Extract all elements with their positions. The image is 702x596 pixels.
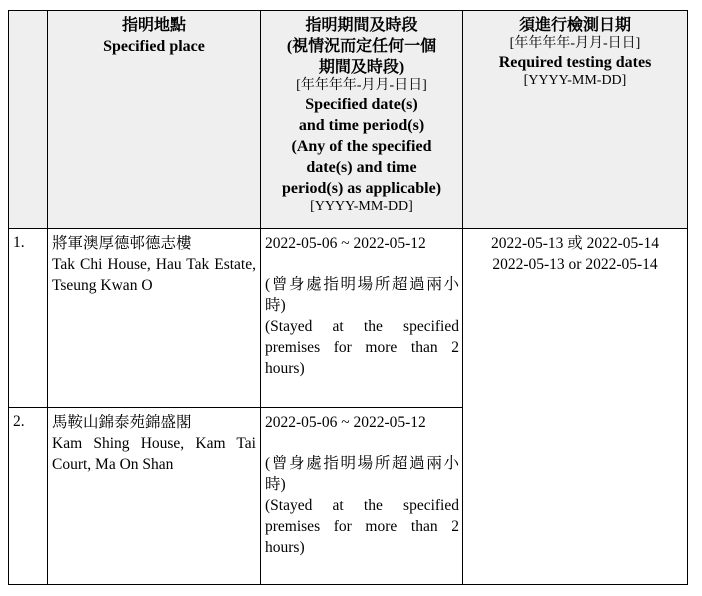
header-place-cell — [48, 11, 261, 229]
header-period-en-2: and time period(s) — [298, 117, 425, 134]
row-number: 1. — [13, 234, 25, 251]
header-period-cell — [261, 11, 463, 229]
header-row — [9, 11, 688, 229]
place-name-zh: 將軍澳厚德邨德志樓 — [52, 235, 192, 252]
testing-dates-cell — [463, 229, 688, 585]
testing-dates-zh: 2022-05-13 或 2022-05-14 — [491, 235, 659, 252]
header-period-en-4: date(s) and time — [306, 159, 417, 176]
header-period-en-3: (Any of the specified — [291, 138, 432, 155]
header-period-format-en: [YYYY-MM-DD] — [310, 199, 413, 214]
header-number-cell — [9, 11, 48, 229]
header-dates-format-en: [YYYY-MM-DD] — [523, 73, 627, 88]
place-name-zh: 馬鞍山錦泰苑錦盛閣 — [52, 414, 192, 431]
header-dates-cell — [463, 11, 688, 229]
period-note-zh: (曾身處指明場所超過兩小時) — [265, 276, 459, 314]
header-dates-en: Required testing dates — [498, 54, 652, 71]
header-period-zh-2: (視情況而定任何一個 — [286, 38, 437, 55]
place-name-en: Tak Chi House, Hau Tak Estate, Tseung Kwan O — [52, 256, 256, 294]
header-period-format-zh: [年年年年-月月-日日] — [296, 78, 427, 93]
row-number-cell — [9, 229, 48, 408]
header-dates-format-zh: [年年年年-月月-日日] — [509, 36, 641, 51]
header-period-en-5: period(s) as applicable) — [281, 180, 442, 197]
period-range: 2022-05-06 ~ 2022-05-12 — [265, 235, 426, 252]
row-period-cell — [261, 408, 463, 585]
row-period-cell — [261, 229, 463, 408]
row-place-cell — [48, 229, 261, 408]
header-dates-zh: 須進行檢測日期 — [518, 17, 631, 34]
period-note-zh: (曾身處指明場所超過兩小時) — [265, 455, 459, 493]
header-place-zh: 指明地點 — [121, 17, 186, 34]
table-row — [9, 229, 688, 408]
row-number-cell — [9, 408, 48, 585]
header-period-zh-3: 期間及時段) — [318, 59, 405, 76]
row-place-cell — [48, 408, 261, 585]
testing-dates-en: 2022-05-13 or 2022-05-14 — [492, 256, 658, 273]
header-period-en-1: Specified date(s) — [305, 96, 418, 113]
header-place-en: Specified place — [103, 38, 205, 55]
row-number: 2. — [13, 413, 25, 430]
period-note-en: (Stayed at the specified premises for more than 2 hours) — [265, 318, 459, 377]
header-period-zh-1: 指明期間及時段 — [305, 17, 418, 34]
period-note-en: (Stayed at the specified premises for more than 2 hours) — [265, 497, 459, 556]
specified-places-table — [8, 10, 688, 585]
place-name-en: Kam Shing House, Kam Tai Court, Ma On Shan — [52, 435, 256, 473]
period-range: 2022-05-06 ~ 2022-05-12 — [265, 414, 426, 431]
